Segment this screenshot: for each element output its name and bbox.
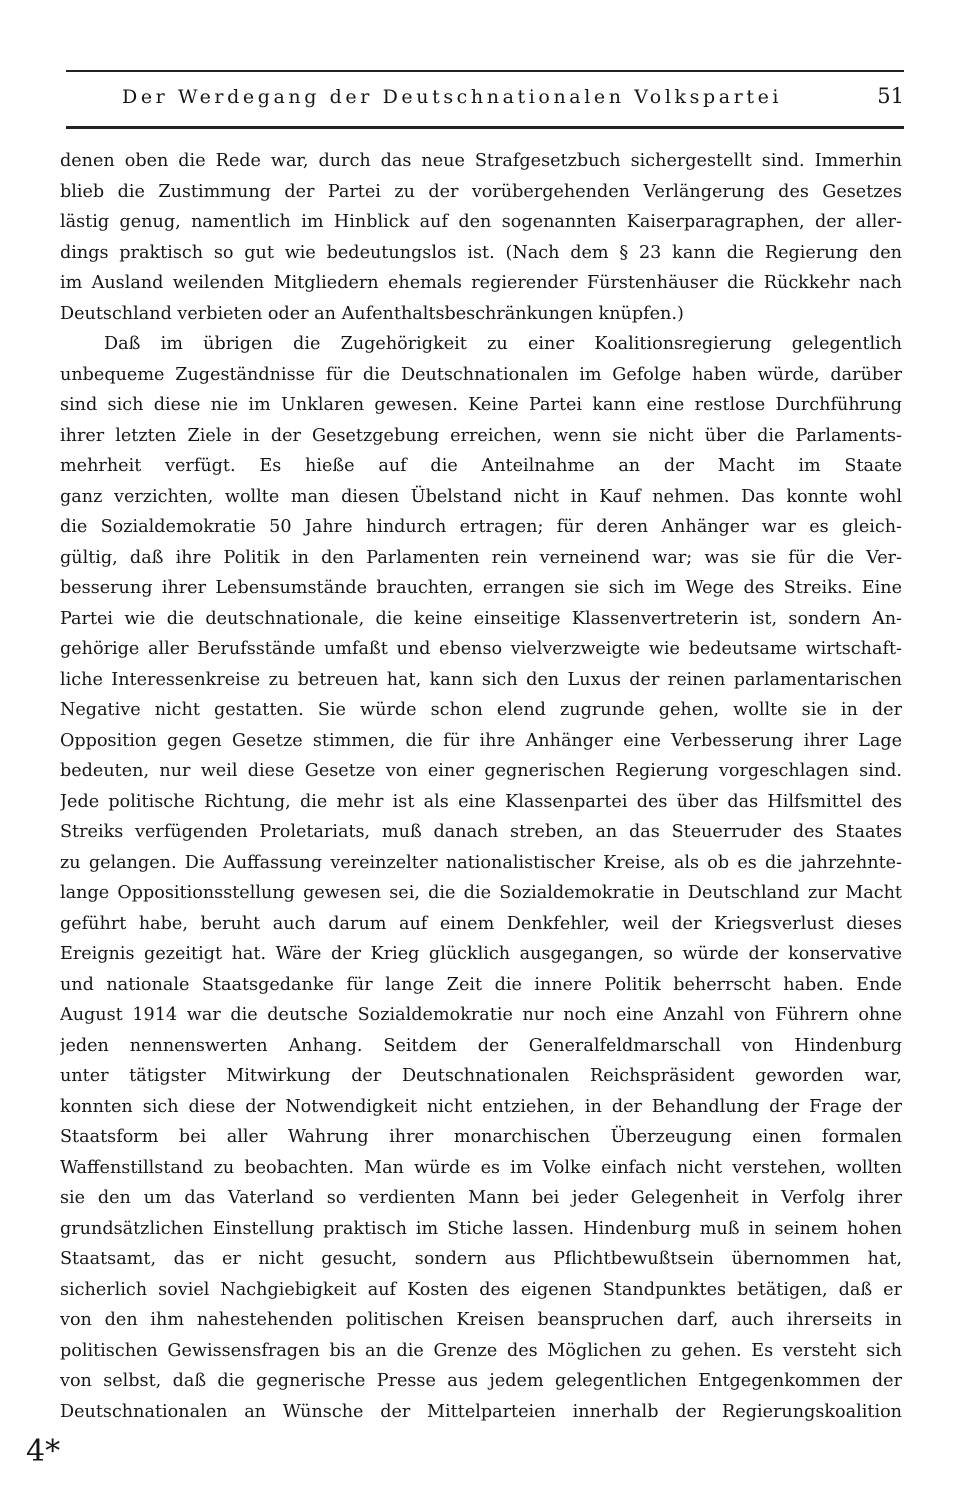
text-line: und nationale Staatsgedanke für lange Zeit die innere Politik beherrscht haben. Ende (60, 974, 902, 995)
text-line: von den ihm nahestehenden politischen Kreisen beanspruchen darf, auch ihrerseits in (60, 1310, 902, 1330)
text-line: Negative nicht gestatten. Sie würde schon elend zugrunde gehen, wollte sie in der (60, 700, 902, 720)
text-line: denen oben die Rede war, durch das neue Strafgesetzbuch sichergestellt sind. Immerhin (60, 151, 902, 171)
text-line: mehrheit verfügt. Es hieße auf die Anteilnahme an der Macht im Staate (60, 456, 902, 476)
text-line: Staatsamt, das er nicht gesucht, sondern aus Pflichtbewußtsein übernommen hat, (60, 1249, 902, 1269)
text-line: zu gelangen. Die Auffassung vereinzelter nationalistischer Kreise, als ob es die jahrzehnte- (60, 852, 902, 873)
text-line: liche Interessenkreise zu betreuen hat, kann sich den Luxus der reinen parlamentarischen (60, 669, 902, 690)
text-line: lange Oppositionsstellung gewesen sei, die die Sozialdemokratie in Deutschland zur Macht (60, 883, 902, 903)
text-line: Opposition gegen Gesetze stimmen, die für ihre Anhänger eine Verbesserung ihrer Lage (60, 730, 902, 751)
header-rule-bottom (66, 126, 904, 129)
text-line: im Ausland weilenden Mitgliedern ehemals regierender Fürstenhäuser die Rückkehr nach (60, 273, 902, 293)
text-line: jeden nennenswerten Anhang. Seitdem der Generalfeldmarschall von Hindenburg (60, 1035, 902, 1056)
header-rule-top (66, 70, 904, 72)
signature-mark: 4* (26, 1434, 61, 1469)
running-head (66, 84, 904, 118)
text-line: Streiks verfügenden Proletariats, muß danach streben, an das Steuerruder des Staates (60, 822, 902, 842)
text-line: geführt habe, beruht auch darum auf einem Denkfehler, weil der Kriegsverlust dieses (60, 913, 902, 934)
text-line: sie den um das Vaterland so verdienten Mann bei jeder Gelegenheit in Verfolg ihrer (60, 1188, 902, 1208)
text-line: gehörige aller Berufsstände umfaßt und ebenso vielverzweigte wie bedeutsame wirtschaft- (60, 639, 902, 659)
text-line: Ereignis gezeitigt hat. Wäre der Krieg glücklich ausgegangen, so würde der konservative (60, 944, 902, 964)
text-line: ihrer letzten Ziele in der Gesetzgebung erreichen, wenn sie nicht über die Parlaments- (60, 425, 902, 446)
running-title: Der Werdegang der Deutschnationalen Volkspartei (122, 86, 783, 108)
text-line: August 1914 war die deutsche Sozialdemokratie nur noch eine Anzahl von Führern ohne (60, 1005, 902, 1025)
text-line: lästig genug, namentlich im Hinblick auf den sogenannten Kaiserparagraphen, der aller- (60, 212, 902, 232)
text-line: dings praktisch so gut wie bedeutungslos ist. (Nach dem § 23 kann die Regierung den (60, 242, 902, 263)
text-line: Deutschland verbieten oder an Aufenthaltsbeschränkungen knüpfen.) (60, 303, 684, 324)
text-line: die Sozialdemokratie 50 Jahre hindurch ertragen; für deren Anhänger war es gleich- (60, 517, 902, 537)
text-line: sind sich diese nie im Unklaren gewesen. Keine Partei kann eine restlose Durchführung (60, 395, 902, 415)
text-line: Deutschnationalen an Wünsche der Mittelparteien innerhalb der Regierungskoalition (60, 1401, 902, 1422)
text-line: unter tätigster Mitwirkung der Deutschnationalen Reichspräsident geworden war, (60, 1066, 902, 1086)
page-number: 51 (877, 84, 904, 108)
text-line: Waffenstillstand zu beobachten. Man würde es im Volke einfach nicht verstehen, wollten (60, 1157, 902, 1178)
text-line: Jede politische Richtung, die mehr ist als eine Klassenpartei des über das Hilfsmittel des (60, 791, 902, 812)
text-line: grundsätzlichen Einstellung praktisch im Stiche lassen. Hindenburg muß in seinem hohen (60, 1218, 902, 1239)
text-line: Staatsform bei aller Wahrung ihrer monarchischen Überzeugung einen formalen (60, 1127, 902, 1147)
text-line: Partei wie die deutschnationale, die keine einseitige Klassenvertreterin ist, sondern An- (60, 608, 902, 629)
text-line: Daß im übrigen die Zugehörigkeit zu einer Koalitionsregierung gelegentlich (104, 334, 902, 354)
text-line: unbequeme Zugeständnisse für die Deutschnationalen im Gefolge haben würde, darüber (60, 364, 902, 385)
text-line: blieb die Zustimmung der Partei zu der vorübergehenden Verlängerung des Gesetzes (60, 181, 902, 202)
text-line: sicherlich soviel Nachgiebigkeit auf Kosten des eigenen Standpunktes betätigen, daß er (60, 1279, 902, 1300)
text-line: bedeuten, nur weil diese Gesetze von einer gegnerischen Regierung vorgeschlagen sind. (60, 761, 902, 781)
text-line: besserung ihrer Lebensumstände brauchten, errangen sie sich im Wege des Streiks. Eine (60, 578, 902, 598)
text-line: gültig, daß ihre Politik in den Parlamenten rein verneinend war; was sie für die Ver- (60, 547, 902, 568)
text-line: politischen Gewissensfragen bis an die Grenze des Möglichen zu gehen. Es versteht sich (60, 1340, 902, 1361)
body-text (60, 146, 902, 1427)
text-line: ganz verzichten, wollte man diesen Übelstand nicht in Kauf nehmen. Das konnte wohl (60, 486, 902, 507)
text-line: konnten sich diese der Notwendigkeit nicht entziehen, in der Behandlung der Frage der (60, 1096, 902, 1117)
text-line: von selbst, daß die gegnerische Presse aus jedem gelegentlichen Entgegenkommen der (60, 1371, 902, 1391)
